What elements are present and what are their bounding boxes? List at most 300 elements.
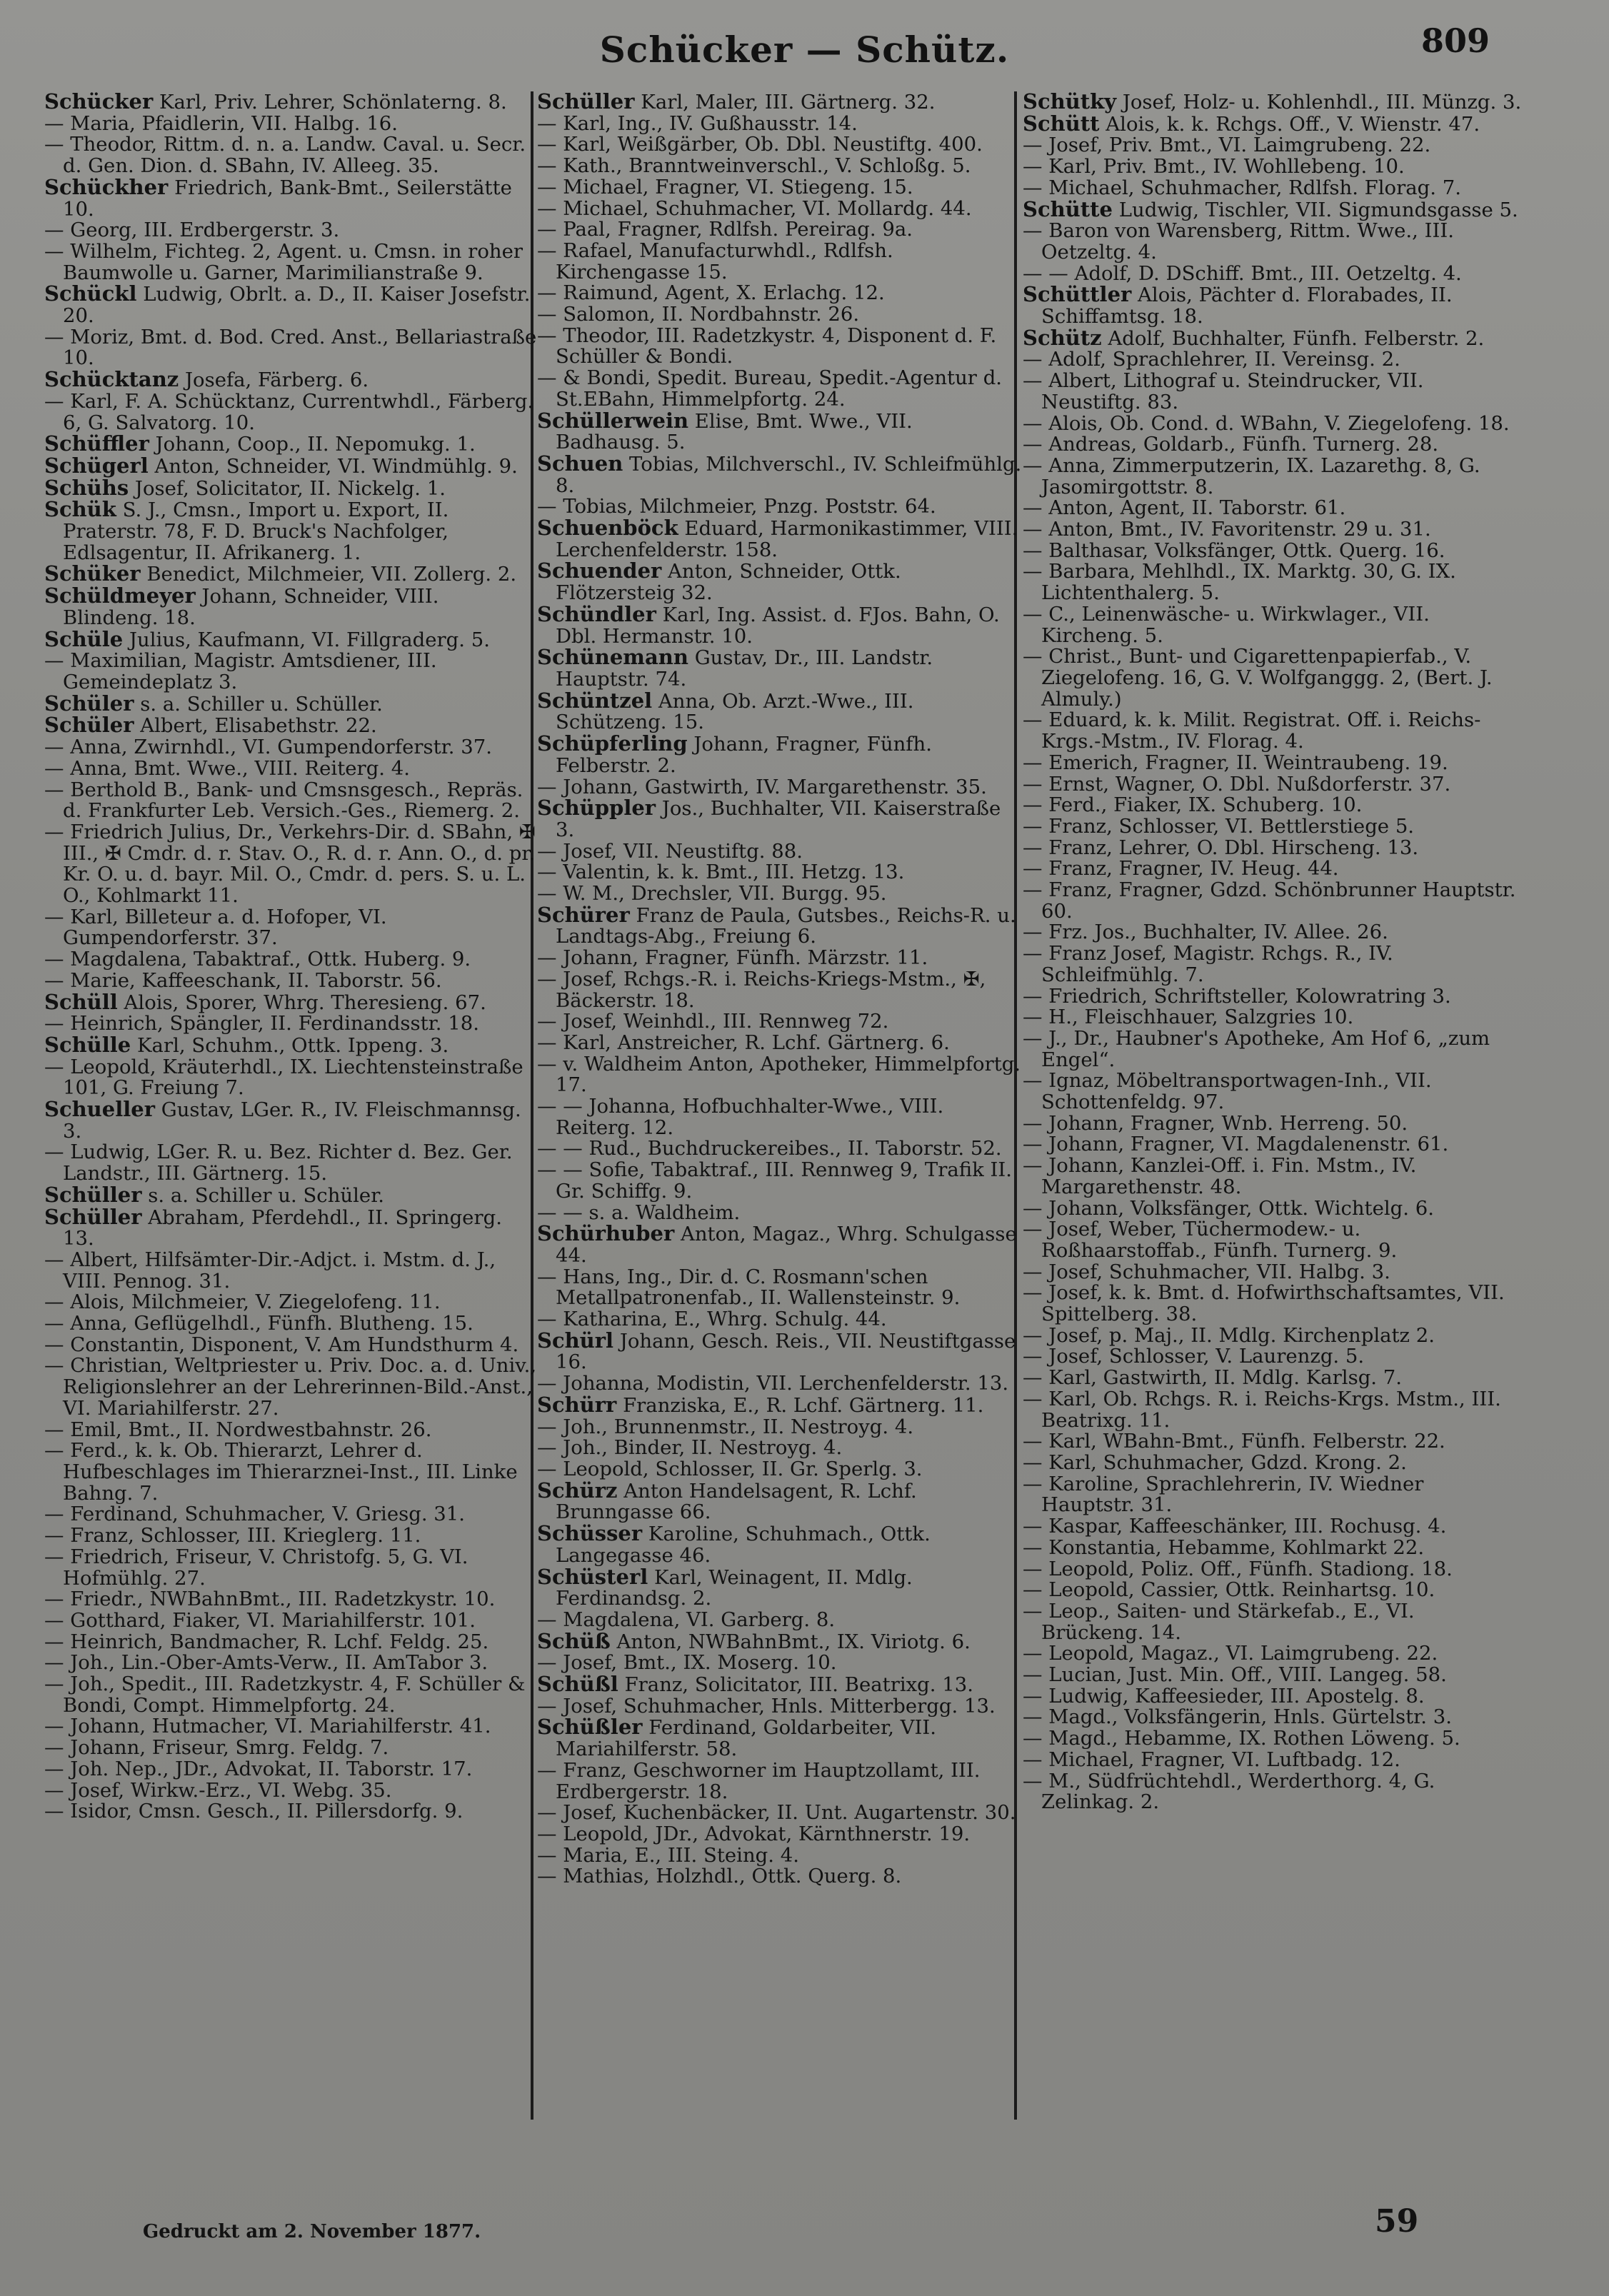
directory-entry (44, 1716, 537, 1738)
directory-entry (44, 241, 537, 284)
entry-text: Anna, Ob. Arzt.-Wwe., III. Schützeng. 15. (556, 689, 914, 734)
entry-text: — Josef, k. k. Bmt. d. Hofwirthschaftsamtes, VII. Spittelberg. 38. (1023, 1281, 1505, 1326)
entry-text: — Lucian, Just. Min. Off., VIII. Langeg. 58. (1023, 1663, 1447, 1687)
entry-text: Anton, Magaz., Whrg. Schulgasse 44. (556, 1223, 1017, 1267)
directory-entry (537, 241, 1023, 283)
print-date: Gedruckt am 2. November 1877. (143, 2221, 481, 2242)
entry-surname: Schürer (537, 902, 630, 927)
directory-entry (44, 1420, 537, 1441)
entry-text: — Anna, Bmt. Wwe., VIII. Reiterg. 4. (44, 756, 411, 780)
entry-text: — Leopold, Kräuterhdl., IX. Liechtensteinstraße 101, G. Freiung 7. (44, 1055, 523, 1100)
directory-entry (1023, 1368, 1523, 1389)
entry-text: Gustav, LGer. R., IV. Fleischmannsg. 3. (63, 1098, 521, 1143)
entry-text: — Johann, Friseur, Smrg. Feldg. 7. (44, 1736, 389, 1760)
entry-text: — Anna, Geflügelhdl., Fünfh. Blutheng. 15. (44, 1312, 473, 1335)
directory-entry (44, 174, 537, 221)
entry-text: — Wilhelm, Fichteg. 2, Agent. u. Cmsn. in roher Baumwolle u. Garner, Marimilianstraße 9. (44, 239, 523, 284)
directory-entry (44, 1335, 537, 1356)
directory-entry (537, 1200, 1023, 1224)
directory-entry (537, 219, 1023, 241)
entry-text: Josef, Solicitator, II. Nickelg. 1. (129, 476, 446, 500)
entry-text: — Karl, Weißgärber, Ob. Dbl. Neustiftg. 400. (537, 133, 983, 156)
entry-text: — Karl, F. A. Schücktanz, Currentwhdl., Färberg. 6, G. Salvatorg. 10. (44, 389, 534, 434)
directory-entry (1023, 371, 1523, 413)
entry-text: — Ferdinand, Schuhmacher, V. Griesg. 31. (44, 1503, 466, 1526)
column-middle (537, 91, 1023, 2148)
directory-entry (44, 1099, 537, 1142)
directory-entry (537, 518, 1023, 561)
directory-entry (537, 798, 1023, 841)
entry-text: — Johann, Gastwirth, IV. Margarethenstr. 35. (537, 775, 987, 798)
directory-entry (44, 1547, 537, 1589)
entry-text: — Konstantia, Hebamme, Kohlmarkt 22. (1023, 1535, 1425, 1559)
entry-text: Julius, Kaufmann, VI. Fillgraderg. 5. (123, 628, 490, 651)
directory-entry (1023, 434, 1523, 456)
entry-text: — Hans, Ing., Dir. d. C. Rosmann'schen Metallpatronenfab., II. Wallensteinstr. 9. (537, 1265, 961, 1310)
directory-entry (1023, 156, 1523, 178)
directory-entry (44, 1738, 537, 1759)
directory-entry (537, 1866, 1023, 1888)
entry-text: Karl, Schuhm., Ottk. Ippeng. 3. (131, 1033, 449, 1057)
directory-entry (44, 1525, 537, 1547)
directory-entry (44, 220, 537, 241)
entry-text: — Karl, Billeteur a. d. Hofoper, VI. Gumpendorferstr. 37. (44, 905, 387, 950)
entry-text: — Josef, Schuhmacher, VII. Halbg. 3. (1023, 1260, 1390, 1283)
entry-text: — Josef, Bmt., IX. Moserg. 10. (537, 1651, 837, 1675)
directory-entry (1023, 1007, 1523, 1028)
directory-entry (44, 327, 537, 369)
directory-entry (537, 304, 1023, 326)
entry-text: — Johann, Fragner, Fünfh. Märzstr. 11. (537, 946, 928, 970)
directory-entry (537, 1033, 1023, 1054)
entry-text: — Friedrich Julius, Dr., Verkehrs-Dir. d. SBahn, ✠ III., ✠ Cmdr. d. r. Stav. O., R. d. r. Ann. O., d. pr. Kr. O. u. d. bayr. Mil. O., Cmdr. d. pers. S. u. L. O., Kohlmarkt 11. (44, 820, 536, 908)
entry-text: — Karl, Anstreicher, R. Lchf. Gärtnerg. 6. (537, 1031, 950, 1054)
directory-entry (44, 1313, 537, 1335)
entry-surname: Schürz (537, 1478, 618, 1503)
directory-entry (1023, 1389, 1523, 1431)
directory-entry (1023, 774, 1523, 796)
directory-entry (1023, 1071, 1523, 1113)
directory-entry (44, 715, 537, 737)
entry-text: — Karl, Schuhmacher, Gdzd. Krong. 2. (1023, 1451, 1407, 1474)
entry-surname: Schüsterl (537, 1564, 648, 1589)
entry-text: Franziska, E., R. Lchf. Gärtnerg. 11. (616, 1393, 984, 1417)
directory-entry (537, 969, 1023, 1011)
entry-text: — Maria, Pfaidlerin, VII. Halbg. 16. (44, 111, 398, 135)
directory-entry (1023, 453, 1523, 498)
entry-text: — W. M., Drechsler, VII. Burgg. 95. (537, 882, 887, 906)
directory-entry (1023, 538, 1523, 562)
entry-surname: Schückher (44, 174, 169, 199)
entry-text: — Katharina, E., Whrg. Schulg. 44. (537, 1308, 887, 1331)
entry-text: Karl, Weinagent, II. Mdlg. Ferdinandsg. 2. (556, 1565, 913, 1610)
entry-surname: Schütte (1023, 196, 1113, 221)
entry-surname: Schüll (44, 989, 118, 1014)
directory-entry (537, 1392, 1023, 1417)
directory-entry (537, 1523, 1023, 1566)
entry-text: — — Johanna, Hofbuchhalter-Wwe., VIII. Reiterg. 12. (537, 1095, 944, 1139)
directory-entry (1023, 943, 1523, 986)
directory-entry (44, 1032, 537, 1057)
entry-text: s. a. Schiller u. Schüller. (134, 692, 383, 716)
entry-surname: Schüldmeyer (44, 583, 196, 608)
entry-text: — Karl, WBahn-Bmt., Fünfh. Felberstr. 22. (1023, 1430, 1445, 1453)
entry-text: s. a. Schiller u. Schüler. (141, 1183, 385, 1207)
entry-surname: Schüllerwein (537, 408, 689, 433)
entry-surname: Schürhuber (537, 1221, 675, 1246)
entry-text: — Christ., Bunt- und Cigarettenpapierfab., V. Ziegelofeng. 16, G. V. Wolfganggg. 2, (Bert. J. Almuly.) (1023, 645, 1493, 711)
entry-text: — Leopold, Magaz., VI. Laimgrubeng. 22. (1023, 1642, 1438, 1665)
directory-entry (537, 156, 1023, 177)
directory-entry (537, 777, 1023, 798)
directory-entry (1023, 1474, 1523, 1516)
directory-entry (44, 563, 537, 586)
entry-text: Josefa, Färberg. 6. (179, 369, 369, 392)
entry-text: Eduard, Harmonikastimmer, VIII. Lerchenfelderstr. 158. (556, 517, 1018, 561)
entry-text: — Ernst, Wagner, O. Dbl. Nußdorferstr. 37. (1023, 772, 1451, 796)
directory-entry (1023, 646, 1523, 710)
entry-surname: Schücker (44, 91, 154, 114)
entry-text: — Marie, Kaffeeschank, II. Taborstr. 56. (44, 968, 442, 992)
entry-text: — Friedrich, Schriftsteller, Kolowratring 3. (1023, 984, 1451, 1008)
entry-surname: Schütky (1023, 91, 1117, 114)
entry-text: Johann, Schneider, VIII. Blindeng. 18. (63, 585, 439, 629)
directory-entry (44, 989, 537, 1014)
directory-entry (537, 326, 1023, 368)
entry-text: Anton, NWBahnBmt., IX. Viriotg. 6. (610, 1630, 971, 1653)
entry-surname: Schüßl (537, 1672, 618, 1697)
directory-entry (1023, 1601, 1523, 1643)
directory-entry (1023, 221, 1523, 263)
directory-entry (1023, 1431, 1523, 1453)
directory-entry (44, 822, 537, 907)
entry-text: Franz, Solicitator, III. Beatrixg. 13. (618, 1673, 973, 1697)
directory-entry (1023, 753, 1523, 774)
directory-entry (44, 369, 537, 391)
directory-entry (44, 1780, 537, 1802)
directory-entry (537, 368, 1023, 410)
entry-surname: Schündler (537, 601, 656, 626)
directory-entry (1023, 1643, 1523, 1665)
directory-entry (1023, 1453, 1523, 1474)
column-left (44, 91, 537, 2148)
entry-text: — Johann, Fragner, Wnb. Herreng. 50. (1023, 1111, 1408, 1135)
directory-entry (1023, 325, 1523, 350)
entry-text: — Paal, Fragner, Rdlfsh. Pereirag. 9a. (537, 218, 913, 241)
entry-text: — — s. a. Waldheim. (537, 1200, 741, 1224)
entry-surname: Schürr (537, 1392, 617, 1417)
directory-entry (537, 558, 1023, 605)
entry-text: Jos., Buchhalter, VII. Kaiserstraße 3. (556, 797, 1001, 841)
directory-entry (44, 907, 537, 949)
entry-text: — Karl, Gastwirth, II. Mdlg. Karlsg. 7. (1023, 1366, 1403, 1390)
directory-entry (1023, 1262, 1523, 1283)
entry-text: — Joh. Nep., JDr., Advokat, II. Taborstr. 17. (44, 1757, 473, 1780)
directory-entry (537, 177, 1023, 199)
entry-text: — — Rud., Buchdruckereibes., II. Taborstr. 52. (537, 1137, 1002, 1160)
directory-entry (537, 283, 1023, 304)
directory-entry (537, 111, 1023, 135)
directory-entry (537, 601, 1023, 648)
directory-entry (44, 391, 537, 433)
directory-entry (537, 91, 1023, 114)
entry-text: — Josef, Wirkw.-Erz., VI. Webg. 35. (44, 1778, 392, 1802)
entry-surname: Schüller (537, 91, 635, 114)
entry-surname: Schuen (537, 451, 623, 476)
directory-entry (44, 1204, 537, 1250)
directory-entry (537, 733, 1023, 776)
directory-entry (44, 1759, 537, 1780)
directory-entry (1023, 1728, 1523, 1750)
entry-text: — Balthasar, Volksfänger, Ottk. Querg. 16. (1023, 538, 1445, 562)
entry-text: — Michael, Schuhmacher, VI. Mollardg. 44. (537, 196, 972, 220)
entry-text: — Karl, Ing., IV. Gußhausstr. 14. (537, 111, 858, 135)
directory-entry (1023, 91, 1523, 114)
entry-text: Josef, Holz- u. Kohlenhdl., III. Münzg. 3. (1116, 91, 1522, 114)
directory-entry (1023, 196, 1523, 221)
entry-surname: Schünemann (537, 645, 688, 670)
directory-entry (44, 758, 537, 780)
entry-text: — Friedrich, Friseur, V. Christofg. 5, G. VI. Hofmühlg. 27. (44, 1545, 468, 1590)
entry-text: — Maria, E., III. Steing. 4. (537, 1843, 799, 1867)
entry-text: — H., Fleischhauer, Salzgries 10. (1023, 1006, 1354, 1029)
directory-entry (537, 883, 1023, 905)
directory-entry (537, 1803, 1023, 1824)
entry-text: — Johanna, Modistin, VII. Lerchenfelderstr. 13. (537, 1372, 1009, 1395)
directory-entry (44, 1182, 537, 1207)
directory-entry (537, 1223, 1023, 1266)
directory-entry (537, 1760, 1023, 1803)
entry-text: — Josef, Weinhdl., III. Rennweg 72. (537, 1010, 889, 1033)
entry-text: — Johann, Hutmacher, VI. Mariahilferstr. 41. (44, 1715, 491, 1738)
directory-entry (537, 862, 1023, 883)
directory-entry (1023, 1771, 1523, 1813)
directory-entry (44, 583, 537, 629)
entry-text: — Theodor, Rittm. d. n. a. Landw. Caval. u. Secr. d. Gen. Dion. d. SBahn, IV. Alleeg. 35. (44, 133, 526, 178)
entry-text: Alois, Sporer, Whrg. Theresieng. 67. (117, 991, 486, 1014)
directory-entry (1023, 349, 1523, 371)
entry-text: — Eduard, k. k. Milit. Registrat. Off. i. Reichs-Krgs.-Mstm., IV. Florag. 4. (1023, 708, 1481, 753)
directory-entry (537, 841, 1023, 863)
directory-entry (537, 1480, 1023, 1523)
page-number: 809 (1421, 21, 1490, 60)
directory-entry (44, 433, 537, 456)
directory-entry (537, 1096, 1023, 1138)
entry-text: — v. Waldheim Anton, Apotheker, Himmelpfortg. 17. (537, 1052, 1021, 1097)
entry-text: — Josef, VII. Neustiftg. 88. (537, 839, 803, 863)
entry-text: Albert, Elisabethstr. 22. (134, 714, 377, 738)
directory-entry (44, 1057, 537, 1099)
directory-entry (1023, 1198, 1523, 1220)
entry-text: Anton, Schneider, Ottk. Flötzersteig 32. (556, 560, 901, 605)
entry-surname: Schüß (537, 1628, 611, 1653)
entry-text: — Josef, Schlosser, V. Laurenzg. 5. (1023, 1345, 1365, 1368)
entry-surname: Schüller (44, 1182, 142, 1207)
entry-text: — Franz, Fragner, Gdzd. Schönbrunner Hauptstr. 60. (1023, 878, 1516, 923)
directory-entry (1023, 816, 1523, 838)
directory-entry (537, 1696, 1023, 1718)
entry-text: — Josef, p. Maj., II. Mdlg. Kirchenplatz 2. (1023, 1323, 1435, 1347)
directory-entry (537, 1564, 1023, 1610)
directory-entry (44, 626, 537, 651)
entry-surname: Schueller (44, 1097, 155, 1122)
entry-surname: Schüpferling (537, 731, 688, 756)
entry-surname: Schüttler (1023, 282, 1132, 307)
entry-text: Johann, Coop., II. Nepomukg. 1. (149, 433, 476, 456)
entry-text: — Emil, Bmt., II. Nordwestbahnstr. 26. (44, 1418, 432, 1441)
directory-entry (1023, 1707, 1523, 1728)
entry-text: Abraham, Pferdehdl., II. Springerg. 13. (63, 1205, 502, 1250)
entry-text: — Franz, Fragner, IV. Heug. 44. (1023, 857, 1339, 881)
directory-entry (1023, 1028, 1523, 1071)
directory-entry (44, 111, 537, 135)
entry-text: — J., Dr., Haubner's Apotheke, Am Hof 6, „zum Engel“. (1023, 1026, 1490, 1071)
entry-text: — Gotthard, Fiaker, VI. Mariahilferstr. 101. (44, 1608, 476, 1632)
entry-surname: Schügerl (44, 453, 149, 478)
directory-entry (1023, 261, 1523, 285)
entry-text: — Isidor, Cmsn. Gesch., II. Pillersdorfg. 9. (44, 1800, 463, 1823)
sheet-signature: 59 (1375, 2203, 1419, 2240)
entry-text: — Andreas, Goldarb., Fünfh. Turnerg. 28. (1023, 433, 1439, 456)
directory-entry (44, 1250, 537, 1292)
entry-text: — Georg, III. Erdbergerstr. 3. (44, 219, 340, 242)
entry-text: — Mathias, Holzhdl., Ottk. Querg. 8. (537, 1865, 902, 1888)
entry-text: — Johann, Kanzlei-Off. i. Fin. Mstm., IV. Margarethenstr. 48. (1023, 1154, 1417, 1198)
entry-text: — Josef, Schuhmacher, Hnls. Mitterbergg. 13. (537, 1694, 996, 1718)
entry-text: — — Sofie, Tabaktraf., III. Rennweg 9, Trafik II. Gr. Schiffg. 9. (537, 1158, 1012, 1203)
entry-text: — Leopold, Schlosser, II. Gr. Sperlg. 3. (537, 1458, 923, 1480)
entry-text: — Anna, Zimmerputzerin, IX. Lazarethg. 8, G. Jasomirgottstr. 8. (1023, 453, 1480, 498)
directory-entry (44, 1292, 537, 1313)
entry-text: — Anton, Agent, II. Taborstr. 61. (1023, 496, 1346, 520)
entry-text: — Heinrich, Bandmacher, R. Lchf. Feldg. 25. (44, 1630, 489, 1653)
directory-entry (44, 1142, 537, 1184)
entry-text: — Theodor, III. Radetzkystr. 4, Disponent d. F. Schüller & Bondi. (537, 324, 997, 369)
directory-entry (537, 496, 1023, 518)
directory-entry (1023, 1325, 1523, 1347)
entry-text: — Salomon, II. Nordbahnstr. 26. (537, 303, 860, 326)
directory-entry (537, 453, 1023, 496)
entry-text: — Berthold B., Bank- und Cmsnsgesch., Repräs. d. Frankfurter Leb. Versich.-Ges., Riemerg. 2. (44, 778, 523, 823)
entry-surname: Schüker (44, 561, 141, 586)
entry-text: — Joh., Binder, II. Nestroyg. 4. (537, 1436, 843, 1460)
directory-entry (44, 1440, 537, 1504)
entry-text: — Franz Josef, Magistr. Rchgs. R., IV. Schleifmühlg. 7. (1023, 942, 1393, 986)
entry-text: — Joh., Lin.-Ober-Amts-Verw., II. AmTabor 3. (44, 1651, 488, 1675)
entry-text: — Magdalena, Tabaktraf., Ottk. Huberg. 9. (44, 948, 471, 971)
entry-text: — Johann, Fragner, VI. Magdalenenstr. 61. (1023, 1133, 1449, 1156)
directory-entry (1023, 1516, 1523, 1538)
entry-surname: Schüler (44, 691, 134, 716)
entry-text: — Moriz, Bmt. d. Bod. Cred. Anst., Bellariastraße 10. (44, 325, 537, 370)
entry-text: — Emerich, Fragner, II. Weintraubeng. 19. (1023, 751, 1448, 774)
entry-text: Friedrich, Bank-Bmt., Seilerstätte 10. (63, 176, 512, 221)
directory-entry (44, 1504, 537, 1525)
entry-text: Gustav, Dr., III. Landstr. Hauptstr. 74. (556, 646, 933, 691)
directory-entry (1023, 880, 1523, 922)
entry-surname: Schürl (537, 1328, 614, 1353)
directory-entry (1023, 795, 1523, 816)
entry-text: Anton Handelsagent, R. Lchf. Brunngasse 66. (556, 1479, 917, 1524)
entry-surname: Schüsser (537, 1521, 643, 1546)
entry-text: — Christian, Weltpriester u. Priv. Doc. a. d. Univ., Religionslehrer an der Lehrerinnen-Bild.-Anst., VI. Mariahilferstr. 27. (44, 1354, 537, 1420)
directory-entry (1023, 710, 1523, 752)
entry-surname: Schüntzel (537, 688, 653, 713)
directory-entry (537, 408, 1023, 454)
entry-text: — Tobias, Milchmeier, Pnzg. Poststr. 64. (537, 495, 936, 518)
entry-text: — Adolf, Sprachlehrer, II. Vereinsg. 2. (1023, 348, 1400, 371)
entry-text: Johann, Fragner, Fünfh. Felberstr. 2. (556, 733, 932, 777)
entry-surname: Schüller (44, 1204, 142, 1229)
directory-entry (44, 1674, 537, 1716)
entry-text: Anton, Schneider, VI. Windmühlg. 9. (148, 454, 518, 478)
directory-entry (44, 1653, 537, 1674)
entry-text: — Heinrich, Spängler, II. Ferdinandsstr. 18. (44, 1012, 480, 1036)
directory-entry (44, 1801, 537, 1823)
entry-text: — Franz, Geschworner im Hauptzollamt, III. Erdbergerstr. 18. (537, 1758, 981, 1803)
directory-entry (1023, 1283, 1523, 1325)
directory-entry (537, 1459, 1023, 1480)
directory-entry (1023, 986, 1523, 1008)
directory-entry (44, 453, 537, 478)
entry-text: Ferdinand, Goldarbeiter, VII. Mariahilferstr. 58. (556, 1716, 937, 1761)
entry-text: — Josef, Weber, Tüchermodew.- u. Roßhaarstoffab., Fünfh. Turnerg. 9. (1023, 1218, 1398, 1262)
entry-text: — Josef, Kuchenbäcker, II. Unt. Augartenstr. 30. (537, 1801, 1016, 1825)
directory-entry (537, 1717, 1023, 1760)
entry-text: — Leopold, Poliz. Off., Fünfh. Stadiong. 18. (1023, 1557, 1453, 1580)
directory-entry (44, 1632, 537, 1653)
directory-entry (537, 1267, 1023, 1309)
entry-surname: Schuenböck (537, 516, 678, 541)
directory-entry (44, 693, 537, 716)
directory-entry (537, 948, 1023, 969)
directory-entry (1023, 1750, 1523, 1771)
directory-entry (44, 968, 537, 992)
entry-text: — Karoline, Sprachlehrerin, IV. Wiedner Hauptstr. 31. (1023, 1472, 1424, 1517)
entry-surname: Schülle (44, 1032, 131, 1057)
entry-text: — Friedr., NWBahnBmt., III. Radetzkystr. 10. (44, 1588, 496, 1611)
directory-entry (537, 1824, 1023, 1845)
entry-text: Karl, Priv. Lehrer, Schönlaterng. 8. (153, 91, 507, 114)
directory-entry (537, 902, 1023, 948)
entry-text: — C., Leinenwäsche- u. Wirkwlager., VII. Kircheng. 5. (1023, 602, 1430, 647)
entry-surname: Schückl (44, 281, 137, 306)
directory-entry (537, 1674, 1023, 1696)
entry-surname: Schütz (1023, 325, 1102, 350)
entry-text: Elise, Bmt. Wwe., VII. Badhausg. 5. (556, 409, 913, 454)
entry-text: — Anton, Bmt., IV. Favoritenstr. 29 u. 31. (1023, 518, 1431, 541)
entry-text: — Joh., Brunnenmstr., II. Nestroyg. 4. (537, 1415, 914, 1438)
directory-entry (44, 1610, 537, 1632)
directory-entry (1023, 284, 1523, 327)
directory-entry (44, 780, 537, 822)
entry-text: — Rafael, Manufacturwhdl., Rdlfsh. Kirchengasse 15. (537, 239, 893, 284)
entry-surname: Schüppler (537, 796, 656, 821)
directory-entry (1023, 1559, 1523, 1580)
entry-text: Ludwig, Obrlt. a. D., II. Kaiser Josefstr. 20. (63, 283, 531, 328)
entry-text: — Josef, Priv. Bmt., VI. Laimgrubeng. 22. (1023, 134, 1431, 157)
entry-text: Benedict, Milchmeier, VII. Zollerg. 2. (140, 563, 517, 586)
directory-entry (537, 1845, 1023, 1867)
entry-surname: Schühs (44, 475, 129, 500)
entry-text: — Valentin, k. k. Bmt., III. Hetzg. 13. (537, 861, 905, 884)
entry-text: — Franz, Lehrer, O. Dbl. Hirscheng. 13. (1023, 836, 1419, 859)
directory-entry (1023, 1219, 1523, 1261)
directory-entry (537, 1417, 1023, 1438)
directory-entry (1023, 135, 1523, 156)
entry-text: — Joh., Spedit., III. Radetzkystr. 4, F. Schüller & Bondi, Compt. Himmelpfortg. 24. (44, 1673, 526, 1717)
entry-text: — Johann, Volksfänger, Ottk. Wichtelg. 6. (1023, 1196, 1434, 1220)
